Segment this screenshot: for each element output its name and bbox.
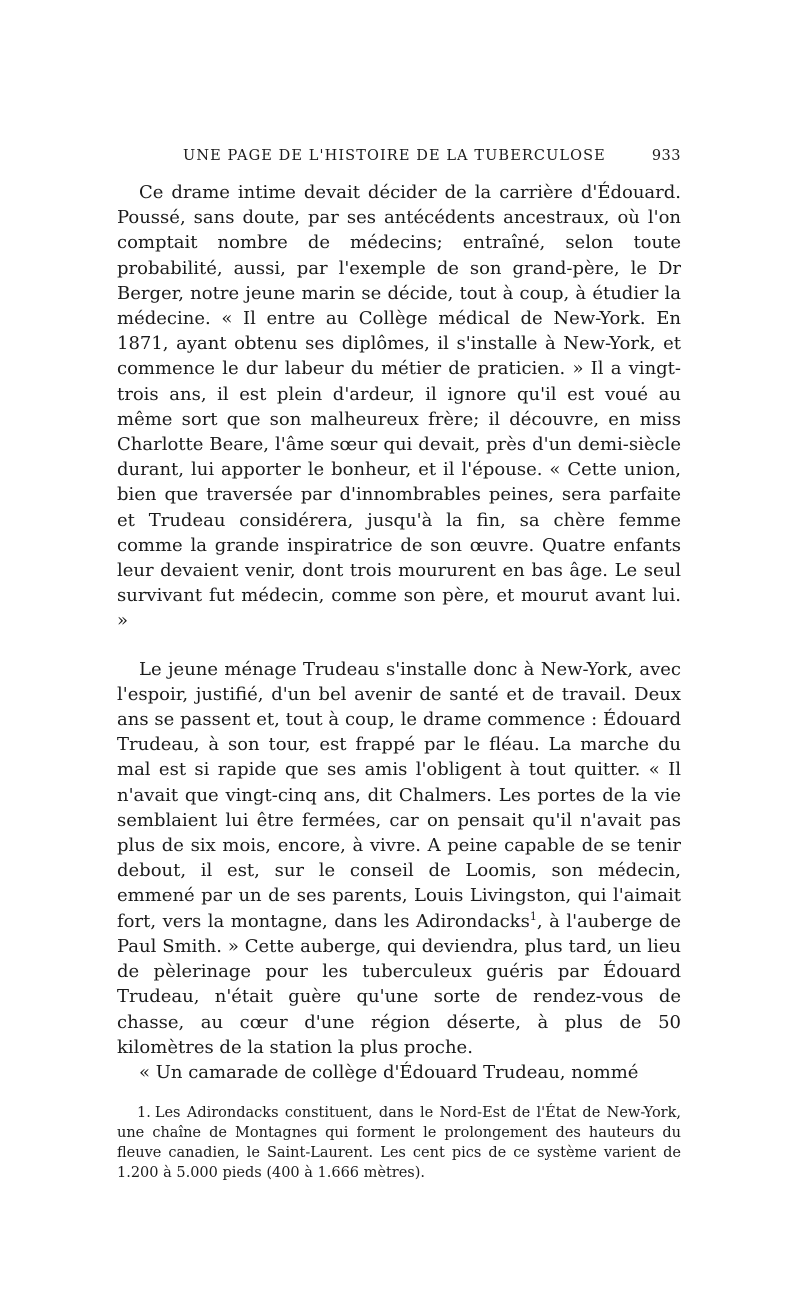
footnote <box>117 1103 681 1183</box>
page-number: 933 <box>651 148 681 164</box>
book-page <box>117 148 681 1183</box>
running-header <box>183 148 681 164</box>
paragraph-2-continuation: , à l'auberge de Paul Smith. » Cette auberge, qui deviendra, plus tard, un lieu de pèlerinage pour les tuberculeux guéris par Édouard Trudeau, n'était guère qu'une sorte de rendez-vous de chasse, au cœur d'une région déserte, à plus de 50 kilomètres de la station la plus proche. <box>117 910 682 1058</box>
paragraph-3: « Un camarade de collège d'Édouard Trudeau, nommé <box>139 1061 639 1083</box>
footnote-reference: 1 <box>529 909 537 923</box>
footnote-text: Les Adirondacks constituent, dans le Nord-Est de l'État de New-York, une chaîne de Montagnes qui forment le prolongement des hauteurs du fleuve canadien, le Saint-Laurent. Les cent pics de ce système varient de 1.200 à 5.000 pieds (400 à 1.666 mètres). <box>117 1105 681 1182</box>
footnote-number: 1. <box>137 1105 151 1122</box>
paragraph-2 <box>117 657 681 1060</box>
body-text <box>117 180 681 1085</box>
paragraph-2-text: Le jeune ménage Trudeau s'installe donc à New-York, avec l'espoir, justifié, d'un bel avenir de santé et de travail. Deux ans se passent et, tout à coup, le drame commence : Édouard Trudeau, à son tour, est frappé par le fléau. La marche du mal est si rapide que ses amis l'obligent à tout quitter. « Il n'avait que vingt-cinq ans, dit Chalmers. Les portes de la vie semblaient lui être fermées, car on pensait qu'il n'avait pas plus de six mois, encore, à vivre. A peine capable de se tenir debout, il est, sur le conseil de Loomis, son médecin, emmené par un de ses parents, Louis Livingston, qui l'aimait fort, vers la montagne, dans les Adirondacks <box>117 658 681 932</box>
running-title: UNE PAGE DE L'HISTOIRE DE LA TUBERCULOSE <box>183 148 606 164</box>
paragraph-1: Ce drame intime devait décider de la carrière d'Édouard. Poussé, sans doute, par ses antécédents ancestraux, où l'on comptait nombre de médecins; entraîné, selon toute probabilité, aussi, par l'exemple de son grand-père, le Dr Berger, notre jeune marin se décide, tout à coup, à étudier la médecine. « Il entre au Collège médical de New-York. En 1871, ayant obtenu ses diplômes, il s'installe à New-York, et commence le dur labeur du métier de praticien. » Il a vingt-trois ans, il est plein d'ardeur, il ignore qu'il est voué au même sort que son malheureux frère; il découvre, en miss Charlotte Beare, l'âme sœur qui devait, près d'un demi-siècle durant, lui apporter le bonheur, et il l'épouse. « Cette union, bien que traversée par d'innombrables peines, sera parfaite et Trudeau considérera, jusqu'à la fin, sa chère femme comme la grande inspiratrice de son œuvre. Quatre enfants leur devaient venir, dont trois moururent en bas âge. Le seul survivant fut médecin, comme son père, et mourut avant lui. » <box>117 182 681 632</box>
